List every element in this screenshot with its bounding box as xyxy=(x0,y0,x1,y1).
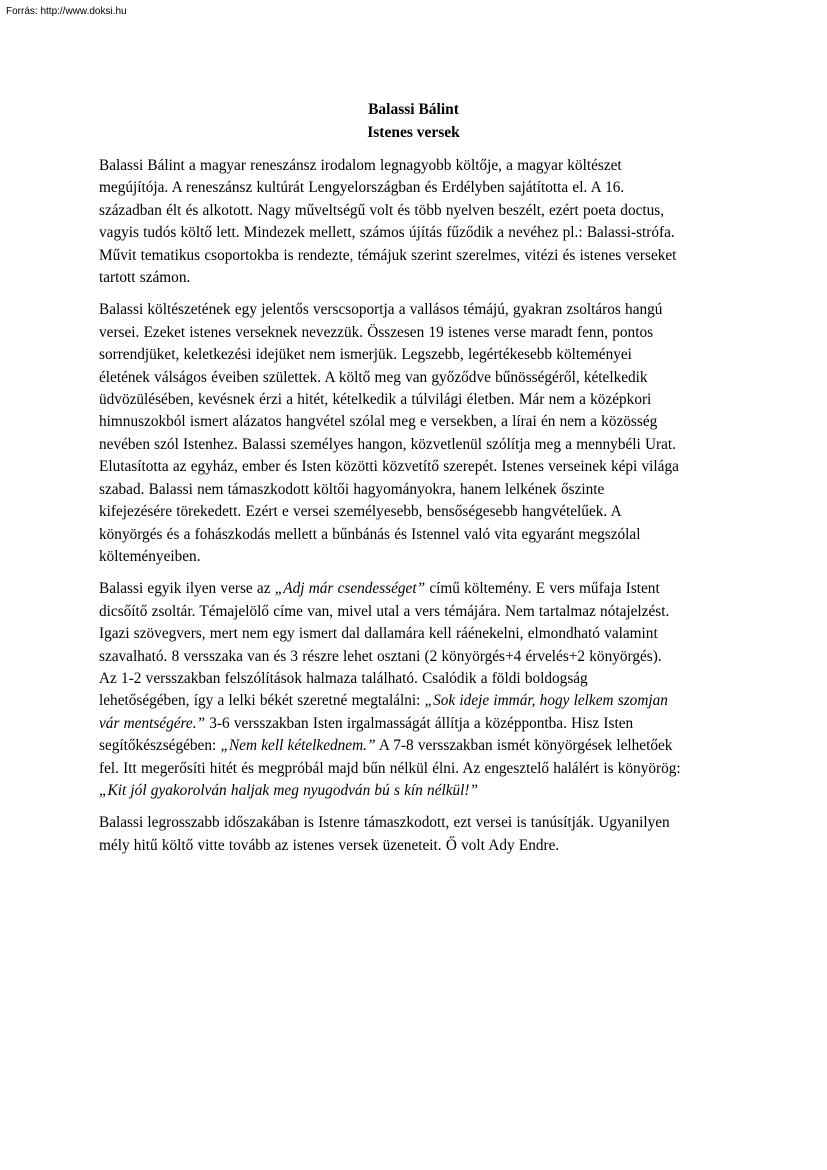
text-line: könyörgés és a fohászkodás mellett a bűnbánás és Istennel való vita egyaránt megszólal xyxy=(99,525,641,543)
text-line xyxy=(99,713,729,735)
text-line: vagyis tudós költő lett. Mindezek mellett, számos újítás fűződik a nevéhez pl.: Balassi-strófa. xyxy=(99,224,675,242)
text-line xyxy=(99,578,729,600)
text-line: tartott számon. xyxy=(99,269,191,287)
paragraph-poem-analysis xyxy=(99,578,729,802)
text-run: című költemény. E vers műfaja Istent xyxy=(425,580,660,598)
title-block xyxy=(0,98,827,144)
paragraph-conclusion xyxy=(99,812,729,857)
text-line: nevében szól Istenhez. Balassi személyes hangon, közvetlenül szólítja meg a mennybéli Urat. xyxy=(99,435,677,453)
document-title: Balassi Bálint xyxy=(368,101,459,118)
document-body xyxy=(99,155,729,867)
text-line: Balassi legrosszabb időszakában is Istenre támaszkodott, ezt versei is tanúsítják. Ugyanilyen xyxy=(99,814,670,832)
text-line: szavalható. 8 versszaka van és 3 részre lehet osztani (2 könyörgés+4 érvelés+2 könyörgés). xyxy=(99,647,662,665)
text-run: 3-6 versszakban Isten irgalmasságát állítja a középpontba. Hisz Isten xyxy=(205,714,634,732)
quote: „Sok ideje immár, hogy lelkem szomjan xyxy=(424,692,668,710)
text-line: életének válságos éveiben születtek. A költő meg van győződve bűnösségéről, kételkedik xyxy=(99,368,648,386)
text-line: versei. Ezeket istenes verseknek nevezzük. Összesen 19 istenes verse maradt fenn, pontos xyxy=(99,323,654,341)
text-line: században élt és alkotott. Nagy műveltségű volt és több nyelven beszélt, ezért poeta doctus, xyxy=(99,201,665,219)
source-note: Forrás: http://www.doksi.hu xyxy=(6,6,127,17)
text-line xyxy=(99,735,729,757)
quote: „Kit jól gyakorolván haljak meg nyugodván bú s kín nélkül!” xyxy=(99,781,479,799)
text-line: Balassi Bálint a magyar reneszánsz irodalom legnagyobb költője, a magyar költészet xyxy=(99,157,622,174)
paragraph-intro xyxy=(99,155,729,289)
text-line: Igazi szövegvers, mert nem egy ismert dal dallamára kell ráénekelni, elmondható valamint xyxy=(99,625,658,643)
text-run: Balassi egyik ilyen verse az xyxy=(99,580,275,598)
text-line xyxy=(99,780,729,802)
text-line xyxy=(99,690,729,712)
text-line: üdvözülésében, kevésnek érzi a hitét, kételkedik a túlvilági életben. Már nem a középkori xyxy=(99,391,652,409)
text-line: Az 1-2 versszakban felszólítások halmaza található. Csalódik a földi boldogság xyxy=(99,669,588,687)
quote-title: „Adj már csendességet” xyxy=(274,580,426,598)
text-line: himnuszokból ismert alázatos hangvétel szólal meg e versekben, a lírai én nem a közösség xyxy=(99,413,658,431)
text-line: sorrendjüket, keletkezési idejüket nem ismerjük. Legszebb, legértékesebb költeményei xyxy=(99,346,632,364)
quote: „Nem kell kételkednem.” xyxy=(220,737,376,755)
text-line: kifejezésére törekedett. Ezért e versei személyesebb, bensőségesebb hangvételűek. A xyxy=(99,503,622,521)
text-line: Elutasította az egyház, ember és Isten közötti közvetítő szerepét. Istenes verseinek képi világa xyxy=(99,458,679,476)
text-line: Művit tematikus csoportokba is rendezte, témájuk szerint szerelmes, vitézi és istenes verseket xyxy=(99,246,677,264)
text-run: segítőkészségében: xyxy=(99,737,221,755)
quote: vár mentségére.” xyxy=(99,714,206,732)
text-run: A 7-8 versszakban ismét könyörgések lelhetőek xyxy=(375,737,673,755)
text-line: mély hitű költő vitte tovább az istenes versek üzeneteit. Ő volt Ady Endre. xyxy=(99,836,560,854)
paragraph-religious-poems xyxy=(99,299,729,568)
text-line: Balassi költészetének egy jelentős verscsoportja a vallásos témájú, gyakran zsoltáros hangú xyxy=(99,301,663,319)
text-line: megújítója. A reneszánsz kultúrát Lengyelországban és Erdélyben sajátította el. A 16. xyxy=(99,179,625,197)
text-run: lehetőségében, így a lelki békét szeretné megtalálni: xyxy=(99,692,425,710)
text-line: szabad. Balassi nem támaszkodott költői hagyományokra, hanem lelkének őszinte xyxy=(99,480,605,498)
text-line: dicsőítő zsoltár. Témajelölő címe van, mivel utal a vers témájára. Nem tartalmaz nótajelzést. xyxy=(99,602,670,620)
text-line: fel. Itt megerősíti hitét és megpróbál majd bűn nélkül élni. Az engesztelő halálért is könyörög: xyxy=(99,759,681,777)
text-line: költeményeiben. xyxy=(99,547,201,565)
document-subtitle: Istenes versek xyxy=(367,124,460,141)
